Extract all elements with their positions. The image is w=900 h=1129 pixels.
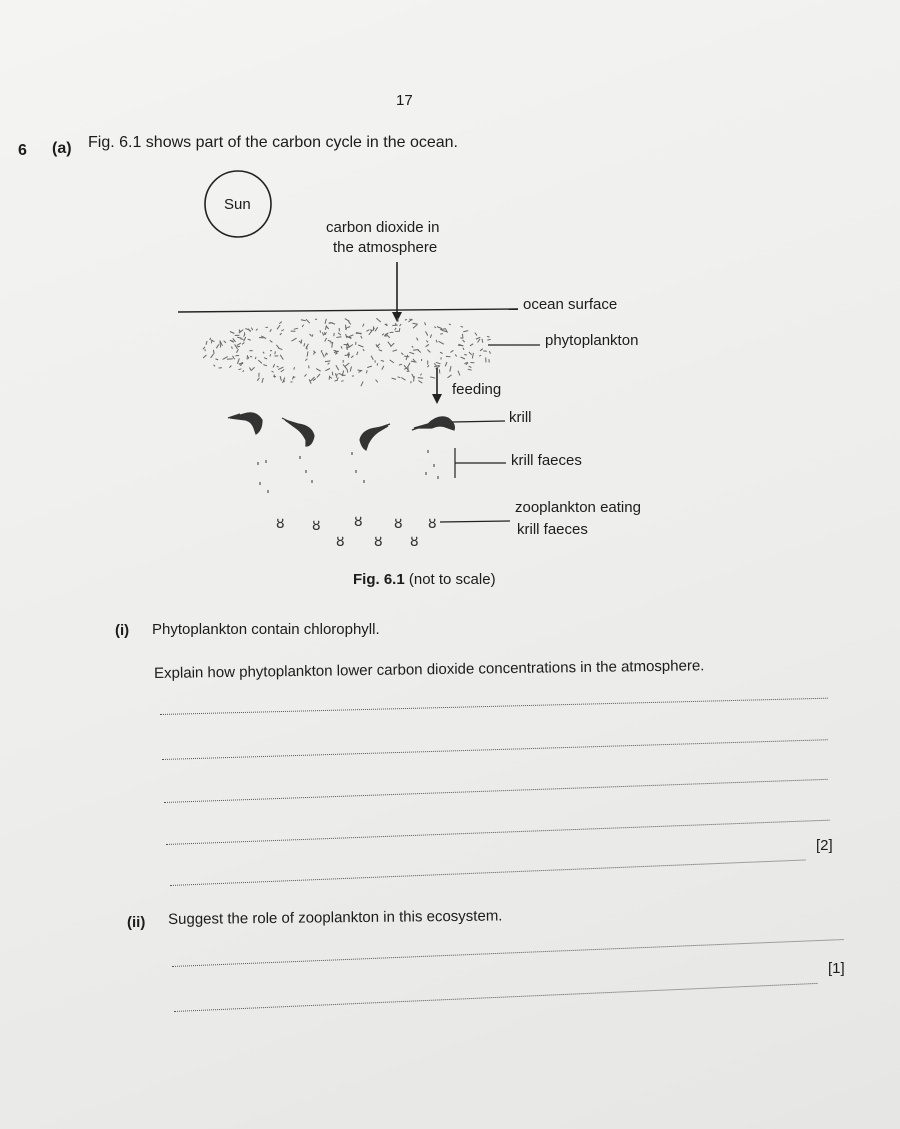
phytoplankton-speck xyxy=(350,367,351,372)
phytoplankton-speck xyxy=(341,381,343,382)
figure-caption-note: (not to scale) xyxy=(404,571,496,588)
phytoplankton-speck xyxy=(232,347,233,349)
co2-label-line2: the atmosphere xyxy=(333,239,438,256)
phytoplankton-speck xyxy=(398,377,401,378)
phytoplankton-speck xyxy=(203,355,206,358)
phytoplankton-speck xyxy=(361,381,363,386)
phytoplankton-speck xyxy=(277,366,279,367)
sub-question-i-text: Explain how phytoplankton lower carbon dioxide concentrations in the atmosphere. xyxy=(154,657,705,682)
phytoplankton-speck xyxy=(455,354,457,356)
phytoplankton-speck xyxy=(367,330,370,332)
phytoplankton-speck xyxy=(358,370,363,371)
phytoplankton-speck xyxy=(302,325,304,327)
phytoplankton-speck xyxy=(301,340,302,344)
phytoplankton-speck xyxy=(399,364,402,365)
phytoplankton-speck xyxy=(349,335,354,337)
page-number: 17 xyxy=(396,92,413,109)
feeding-arrow-head xyxy=(432,394,442,404)
phytoplankton-speck xyxy=(388,342,392,347)
phytoplankton-speck xyxy=(376,380,378,383)
phytoplankton-speck xyxy=(316,369,321,372)
phytoplankton-speck xyxy=(363,349,364,351)
phytoplankton-speck xyxy=(273,364,275,367)
phytoplankton-speck xyxy=(390,360,394,363)
phytoplankton-speck xyxy=(279,322,282,324)
faeces-specks xyxy=(258,450,438,493)
zooplankton-icon: ȣ xyxy=(312,518,321,534)
phytoplankton-speck xyxy=(379,350,383,351)
phytoplankton-speck xyxy=(419,381,423,384)
phytoplankton-speck xyxy=(478,339,481,342)
phytoplankton-speck xyxy=(314,352,315,355)
phytoplankton-speck xyxy=(270,354,271,356)
phytoplankton-speck xyxy=(413,323,418,324)
krill-faeces-label: krill faeces xyxy=(511,452,582,469)
phytoplankton-speck xyxy=(345,363,349,367)
phytoplankton-speck xyxy=(382,334,384,336)
ocean-surface-line xyxy=(178,309,518,312)
phytoplankton-speck xyxy=(404,368,407,369)
phytoplankton-speck xyxy=(436,340,437,343)
phytoplankton-speck xyxy=(294,367,295,370)
phytoplankton-speck xyxy=(470,344,473,346)
phytoplankton-speck xyxy=(412,346,413,348)
phytoplankton-speck xyxy=(349,345,353,348)
phytoplankton-speck xyxy=(280,355,283,360)
phytoplankton-speck xyxy=(450,366,451,372)
phytoplankton-speck xyxy=(472,353,473,359)
phytoplankton-speck xyxy=(250,356,252,357)
question-intro: Fig. 6.1 shows part of the carbon cycle in the ocean. xyxy=(88,134,458,151)
phytoplankton-speck xyxy=(214,365,216,367)
krill-shrimp-icon xyxy=(360,424,390,450)
phytoplankton-speck xyxy=(413,325,417,328)
phytoplankton-speck xyxy=(240,339,243,340)
phytoplankton-speck xyxy=(434,327,436,328)
zooplankton-icon: ȣ xyxy=(428,516,437,532)
phytoplankton-speck xyxy=(273,376,276,377)
phytoplankton-speck xyxy=(382,366,384,370)
zooplankton-icon: ȣ xyxy=(336,534,345,550)
phytoplankton-speck xyxy=(310,334,312,336)
zooplankton-icon: ȣ xyxy=(410,534,419,550)
phytoplankton-speck xyxy=(328,340,332,341)
phytoplankton-speck xyxy=(270,340,273,342)
phytoplankton-speck xyxy=(460,338,462,339)
phytoplankton-speck xyxy=(317,374,320,378)
phytoplankton-speck xyxy=(464,354,467,355)
phytoplankton-speck xyxy=(440,329,446,330)
phytoplankton-speck xyxy=(325,319,326,324)
phytoplankton-speck xyxy=(359,371,361,372)
answer-line-i-5[interactable] xyxy=(170,859,806,886)
phytoplankton-speck xyxy=(400,324,402,326)
phytoplankton-speck xyxy=(482,339,483,343)
phytoplankton-speck xyxy=(461,357,466,359)
phytoplankton-speck xyxy=(469,366,472,367)
phytoplankton-speck xyxy=(206,341,207,345)
phytoplankton-speck xyxy=(307,351,308,356)
phytoplankton-speck xyxy=(351,356,353,358)
phytoplankton-speck xyxy=(347,369,348,373)
answer-line-i-3[interactable] xyxy=(164,779,828,803)
answer-line-i-1[interactable] xyxy=(160,698,828,715)
krill-shrimp-icon xyxy=(282,418,314,446)
phytoplankton-speck xyxy=(430,334,431,337)
phytoplankton-speck xyxy=(244,335,245,337)
phytoplankton-speck xyxy=(439,341,444,344)
phytoplankton-speck xyxy=(463,331,468,332)
phytoplankton-speck xyxy=(250,368,252,371)
phytoplankton-speck xyxy=(230,332,234,334)
phytoplankton-speck xyxy=(339,373,343,374)
phytoplankton-speck xyxy=(407,363,410,368)
phytoplankton-speck xyxy=(233,356,235,360)
phytoplankton-speck xyxy=(385,324,388,325)
krill-pointer xyxy=(452,421,505,422)
question-number: 6 xyxy=(18,142,27,159)
phytoplankton-speck xyxy=(437,327,442,329)
phytoplankton-speck xyxy=(320,330,321,332)
phytoplankton-speck xyxy=(229,366,231,368)
phytoplankton-speck xyxy=(411,361,417,362)
sun-label: Sun xyxy=(224,196,251,213)
phytoplankton-speck xyxy=(243,370,244,372)
phytoplankton-speck xyxy=(377,363,378,365)
phytoplankton-speck xyxy=(418,378,423,379)
phytoplankton-speck xyxy=(358,345,363,347)
phytoplankton-speck xyxy=(211,340,215,342)
zooplankton-label-line1: zooplankton eating xyxy=(515,499,641,516)
phytoplankton-speck xyxy=(322,332,323,334)
phytoplankton-speck xyxy=(366,370,367,373)
phytoplankton-speck xyxy=(305,359,307,361)
phytoplankton-speck xyxy=(425,322,426,325)
phytoplankton-speck xyxy=(461,326,464,327)
phytoplankton-speck xyxy=(440,334,443,335)
phytoplankton-speck xyxy=(237,358,239,363)
phytoplankton-speck xyxy=(278,367,283,370)
phytoplankton-speck xyxy=(275,351,276,354)
phytoplankton-speck xyxy=(281,330,284,332)
phytoplankton-speck xyxy=(430,377,435,378)
phytoplankton-speck xyxy=(347,327,350,328)
phytoplankton-speck xyxy=(417,338,419,341)
phytoplankton-speck xyxy=(409,352,414,354)
phytoplankton-speck xyxy=(469,352,472,355)
figure-caption xyxy=(353,571,496,588)
phytoplankton-speck xyxy=(336,374,337,378)
feeding-label: feeding xyxy=(452,381,502,398)
phytoplankton-speck xyxy=(475,333,477,336)
krill-shrimp-icon xyxy=(412,417,454,430)
phytoplankton-speck xyxy=(337,377,338,379)
krill-label: krill xyxy=(509,409,532,426)
phytoplankton-speck xyxy=(213,350,214,354)
phytoplankton-speck xyxy=(357,352,358,355)
sub-question-ii-text: Suggest the role of zooplankton in this ecosystem. xyxy=(168,907,503,928)
phytoplankton-speck xyxy=(463,340,465,342)
phytoplankton-speck xyxy=(426,341,428,343)
phytoplankton-speck xyxy=(448,375,452,378)
phytoplankton-speck xyxy=(224,341,226,343)
phytoplankton-speck xyxy=(263,352,264,354)
phytoplankton-speck xyxy=(258,360,262,363)
zooplankton-label-line2: krill faeces xyxy=(517,521,588,538)
phytoplankton-speck xyxy=(426,331,428,335)
phytoplankton-speck xyxy=(280,376,281,381)
phytoplankton-speck xyxy=(312,334,313,336)
phytoplankton-speck xyxy=(458,371,460,376)
phytoplankton-speck xyxy=(304,374,306,376)
phytoplankton-speck xyxy=(294,328,298,329)
zooplankton-pointer xyxy=(440,521,510,522)
phytoplankton-speck xyxy=(325,338,327,342)
phytoplankton-speck xyxy=(306,319,310,323)
phytoplankton-speck xyxy=(369,330,373,335)
phytoplankton-speck xyxy=(328,363,330,365)
phytoplankton-speck xyxy=(238,369,241,370)
phytoplankton-speck xyxy=(370,330,373,331)
phytoplankton-speck xyxy=(489,351,490,354)
phytoplankton-speck xyxy=(376,318,380,322)
phytoplankton-speck xyxy=(487,336,490,337)
phytoplankton-speck xyxy=(264,358,267,359)
sub-question-i-number: (i) xyxy=(115,622,130,639)
phytoplankton-speck xyxy=(256,329,258,331)
phytoplankton-speck xyxy=(401,353,403,355)
phytoplankton-speck xyxy=(210,338,211,340)
phytoplankton-speck xyxy=(335,380,338,381)
phytoplankton-speck xyxy=(375,327,378,331)
phytoplankton-speck xyxy=(237,337,241,338)
phytoplankton-speck xyxy=(367,366,372,367)
phytoplankton-speck xyxy=(345,319,350,322)
ocean-surface-label: ocean surface xyxy=(523,296,618,313)
phytoplankton-speck xyxy=(270,329,272,332)
krill-shrimp-icon xyxy=(228,413,262,434)
zooplankton-icon: ȣ xyxy=(394,516,403,532)
mark-i: [2] xyxy=(816,837,833,854)
phytoplankton-speck xyxy=(363,324,364,327)
phytoplankton-speck xyxy=(240,365,242,366)
answer-line-i-4[interactable] xyxy=(166,820,830,845)
phytoplankton-speck xyxy=(244,337,246,341)
phytoplankton-speck xyxy=(405,319,407,320)
phytoplankton-speck xyxy=(276,345,279,349)
figure-caption-number: Fig. 6.1 xyxy=(353,571,405,588)
phytoplankton-speck xyxy=(480,349,483,351)
phytoplankton-speck xyxy=(263,365,267,366)
phytoplankton-speck xyxy=(399,328,400,332)
phytoplankton-speck xyxy=(371,356,373,360)
phytoplankton-speck xyxy=(284,380,285,383)
phytoplankton-speck xyxy=(277,325,280,329)
phytoplankton-speck xyxy=(293,376,294,379)
phytoplankton-speck xyxy=(392,325,397,326)
phytoplankton-speck xyxy=(361,336,362,339)
phytoplankton-speck xyxy=(203,347,205,350)
phytoplankton-speck xyxy=(347,344,348,350)
phytoplankton-label: phytoplankton xyxy=(545,332,639,349)
phytoplankton-speck xyxy=(449,324,451,325)
phytoplankton-speck xyxy=(235,355,239,356)
phytoplankton-speck xyxy=(393,350,398,351)
zooplankton-group xyxy=(276,514,437,550)
phytoplankton-cloud xyxy=(203,318,491,386)
phytoplankton-speck xyxy=(257,378,259,381)
phytoplankton-speck xyxy=(216,359,219,360)
sub-question-i-statement: Phytoplankton contain chlorophyll. xyxy=(152,621,380,638)
phytoplankton-speck xyxy=(307,346,308,350)
phytoplankton-speck xyxy=(325,369,330,371)
answer-line-ii-2[interactable] xyxy=(174,983,817,1012)
zooplankton-icon: ȣ xyxy=(354,514,363,530)
phytoplankton-speck xyxy=(251,328,253,331)
phytoplankton-speck xyxy=(272,371,274,372)
phytoplankton-speck xyxy=(281,370,285,372)
phytoplankton-speck xyxy=(440,352,443,353)
phytoplankton-speck xyxy=(280,333,282,335)
phytoplankton-speck xyxy=(468,369,472,370)
phytoplankton-speck xyxy=(426,344,429,347)
phytoplankton-speck xyxy=(338,333,341,335)
phytoplankton-speck xyxy=(292,338,297,341)
phytoplankton-speck xyxy=(309,379,311,383)
phytoplankton-speck xyxy=(242,343,244,345)
co2-label-line1: carbon dioxide in xyxy=(326,219,440,236)
phytoplankton-speck xyxy=(255,357,256,359)
phytoplankton-speck xyxy=(248,339,251,340)
phytoplankton-speck xyxy=(248,357,249,359)
phytoplankton-speck xyxy=(341,346,342,348)
phytoplankton-speck xyxy=(251,367,255,370)
krill-group xyxy=(228,413,454,450)
sub-question-ii-number: (ii) xyxy=(127,914,146,931)
phytoplankton-speck xyxy=(450,350,453,352)
phytoplankton-speck xyxy=(262,378,263,383)
zooplankton-icon: ȣ xyxy=(374,534,383,550)
co2-arrow-head xyxy=(392,312,402,322)
phytoplankton-speck xyxy=(392,378,396,379)
phytoplankton-speck xyxy=(301,320,306,321)
zooplankton-icon: ȣ xyxy=(276,516,285,532)
phytoplankton-speck xyxy=(401,378,405,381)
phytoplankton-speck xyxy=(237,349,239,353)
phytoplankton-speck xyxy=(304,343,305,346)
phytoplankton-speck xyxy=(216,344,219,348)
phytoplankton-speck xyxy=(336,337,341,338)
phytoplankton-speck xyxy=(321,350,322,352)
phytoplankton-speck xyxy=(345,355,349,356)
phytoplankton-speck xyxy=(348,321,351,324)
phytoplankton-speck xyxy=(395,328,396,330)
phytoplankton-speck xyxy=(211,354,214,358)
phytoplankton-speck xyxy=(487,339,491,340)
phytoplankton-speck xyxy=(436,362,441,364)
mark-ii: [1] xyxy=(828,960,845,977)
phytoplankton-speck xyxy=(322,352,324,357)
phytoplankton-speck xyxy=(445,362,447,366)
phytoplankton-speck xyxy=(463,348,464,350)
phytoplankton-speck xyxy=(381,360,384,361)
phytoplankton-speck xyxy=(325,361,330,362)
phytoplankton-speck xyxy=(237,343,241,346)
answer-line-i-2[interactable] xyxy=(162,739,828,760)
phytoplankton-speck xyxy=(479,355,481,356)
phytoplankton-speck xyxy=(406,355,408,360)
phytoplankton-speck xyxy=(427,350,430,353)
phytoplankton-speck xyxy=(428,365,429,367)
phytoplankton-speck xyxy=(421,374,422,376)
phytoplankton-speck xyxy=(332,372,333,376)
phytoplankton-speck xyxy=(329,376,330,380)
phytoplankton-speck xyxy=(336,365,339,370)
phytoplankton-speck xyxy=(330,377,332,378)
question-part: (a) xyxy=(52,140,72,157)
phytoplankton-speck xyxy=(414,376,415,381)
answer-line-ii-1[interactable] xyxy=(172,939,843,967)
phytoplankton-speck xyxy=(279,348,283,349)
